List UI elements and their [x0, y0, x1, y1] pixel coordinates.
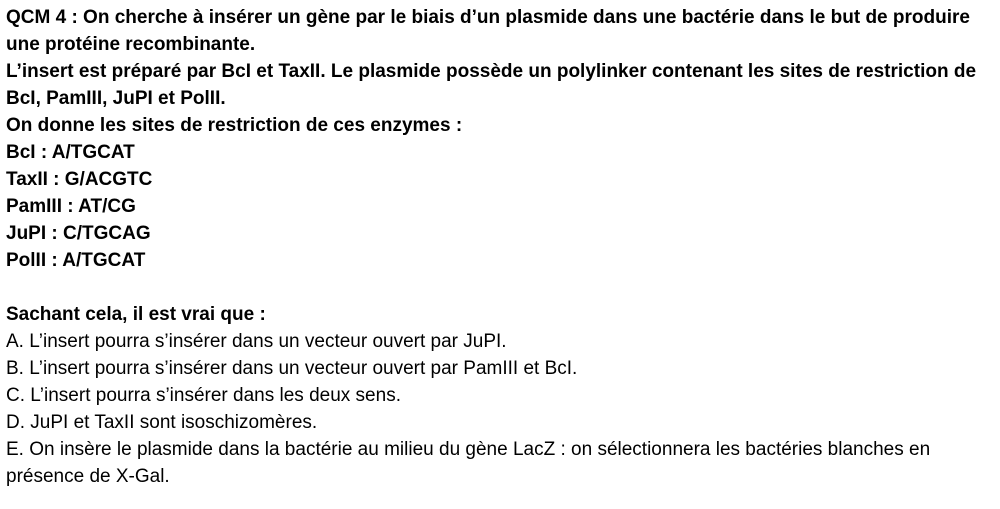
question-intro-line: On donne les sites de restriction de ces enzymes : [6, 115, 463, 136]
enzyme-site-polii: PolII : A/TGCAT [6, 250, 146, 271]
question-intro-line: L’insert est préparé par BcI et TaxII. Le plasmide possède un polylinker contenant les sites de restriction de [6, 61, 977, 82]
answer-option-e-continued: présence de X-Gal. [6, 466, 170, 487]
question-intro-line: QCM 4 : On cherche à insérer un gène par le biais d’un plasmide dans une bactérie dans le but de produire [6, 7, 970, 28]
spacer [6, 274, 996, 301]
question-prompt: Sachant cela, il est vrai que : [6, 304, 266, 325]
enzyme-site-jupi: JuPI : C/TGCAG [6, 223, 151, 244]
question-intro-line: une protéine recombinante. [6, 34, 256, 55]
answer-option-c: C. L’insert pourra s’insérer dans les deux sens. [6, 385, 401, 406]
enzyme-site-taxii: TaxII : G/ACGTC [6, 169, 153, 190]
answer-option-d: D. JuPI et TaxII sont isoschizomères. [6, 412, 318, 433]
answer-option-e: E. On insère le plasmide dans la bactérie au milieu du gène LacZ : on sélectionnera les bactéries blanches en [6, 439, 931, 460]
enzyme-site-pamiii: PamIII : AT/CG [6, 196, 136, 217]
answer-option-b: B. L’insert pourra s’insérer dans un vecteur ouvert par PamIII et BcI. [6, 358, 578, 379]
answer-option-a: A. L’insert pourra s’insérer dans un vecteur ouvert par JuPI. [6, 331, 507, 352]
enzyme-site-bci: BcI : A/TGCAT [6, 142, 135, 163]
qcm-document [6, 4, 996, 490]
question-intro-line: BcI, PamIII, JuPI et PolII. [6, 88, 226, 109]
